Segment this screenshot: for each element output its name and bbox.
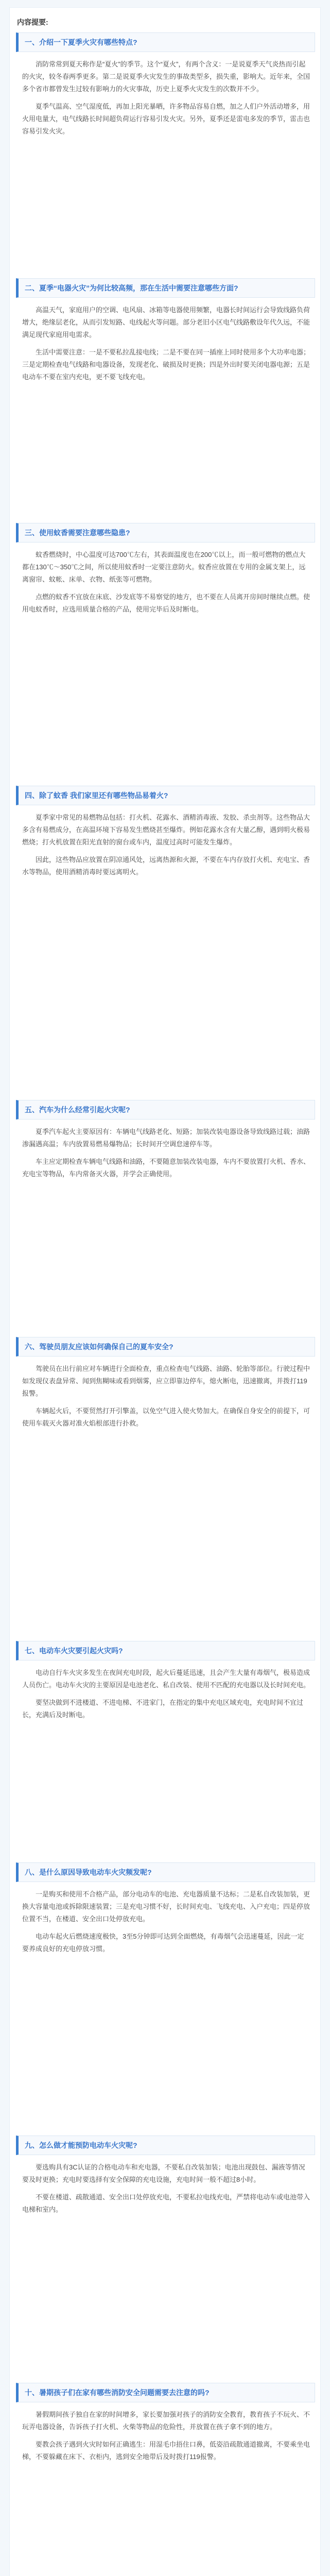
qa-section — [16, 2136, 315, 2221]
section-header — [16, 1641, 315, 1660]
section-title: 一、介绍一下夏季火灾有哪些特点? — [25, 38, 137, 46]
section-header — [16, 523, 315, 543]
section-paragraph: 点燃的蚊香不宜放在床底、沙发底等不易察觉的地方，也不要在人员离开房间时继续点燃。使用电蚊香时，应选用质量合格的产品，使用完毕后及时断电。 — [22, 593, 310, 613]
section-paragraph: 要教会孩子遇到火灾时如何正确逃生：用湿毛巾捂住口鼻，低姿沿疏散通道撤离，不要乘坐电梯，不要躲藏在床下、衣柜内，逃到安全地带后及时拨打119报警。 — [22, 2441, 310, 2461]
section-header — [16, 2136, 315, 2155]
section-paragraph: 因此，这些物品应放置在阴凉通风处，远离热源和火源，不要在车内存放打火机、充电宝、香水等物品，使用酒精消毒时要远离明火。 — [22, 856, 310, 876]
section-paragraph: 电动自行车火灾多发生在夜间充电时段，起火后蔓延迅速，且会产生大量有毒烟气，极易造成人员伤亡。电动车火灾的主要原因是电池老化、私自改装、使用不匹配的充电器以及长时间充电。 — [22, 1669, 310, 1689]
section-body — [16, 2402, 315, 2463]
section-title: 六、驾驶员朋友应该如何确保自己的夏车安全? — [25, 1342, 173, 1351]
section-title: 五、汽车为什么经常引起火灾呢? — [25, 1105, 130, 1114]
section-paragraph: 生活中需要注意：一是不要私拉乱接电线；二是不要在同一插座上同时使用多个大功率电器；三是定期检查电气线路和电器设备，发现老化、破损及时更换；四是外出时要关闭电器电源；五是电动车不要在室内充电，更不要飞线充电。 — [22, 348, 310, 381]
section-body — [16, 1120, 315, 1180]
section-paragraph: 夏季家中常见的易燃物品包括：打火机、花露水、酒精消毒液、发胶、杀虫剂等。这些物品大多含有易燃成分，在高温环境下容易发生燃烧甚至爆炸。例如花露水含有大量乙醇，遇到明火极易燃烧；打火机放置在阳光直射的窗台或车内，温度过高时可能发生爆炸。 — [22, 814, 310, 846]
section-paragraph: 不要在楼道、疏散通道、安全出口处停放充电，不要私拉电线充电，严禁将电动车或电池带入电梯和室内。 — [22, 2193, 310, 2213]
section-body — [16, 298, 315, 383]
section-paragraph: 一是购买和使用不合格产品，部分电动车的电池、充电器质量不达标；二是私自改装加装，更换大容量电池或拆除限速装置；三是充电习惯不好，长时间充电、飞线充电、入户充电；四是停放位置不当，在楼道、安全出口处停放充电。 — [22, 1890, 310, 1923]
section-body — [16, 2155, 315, 2216]
section-header — [16, 278, 315, 298]
qa-section — [16, 32, 315, 143]
section-title: 八、是什么原因导致电动车火灾频发呢? — [25, 1868, 152, 1876]
qa-section — [16, 278, 315, 388]
section-paragraph: 夏季汽车起火主要原因有：车辆电气线路老化、短路；加装改装电器设备导致线路过载；油路渗漏遇高温；车内放置易燃易爆物品；长时间开空调怠速停车等。 — [22, 1128, 310, 1148]
section-header — [16, 786, 315, 805]
section-title: 九、怎么做才能预防电动车火灾呢? — [25, 2141, 137, 2149]
section-body — [16, 1660, 315, 1721]
section-paragraph: 消防常常到夏天称作是“夏火”的季节。这个“夏火”，有两个含义：一是说夏季天气炎热而引起的火灾，较冬春两季更多。第二是说夏季火灾发生的事故类型多，损失重，影响大。近年来，全国多个省市都曾发生过较有影响力的火灾事故，历史上夏季火灾发生的次数并不少。 — [22, 60, 310, 93]
section-body — [16, 52, 315, 138]
section-paragraph: 要坚决做到不进楼道、不进电梯、不进家门，在指定的集中充电区域充电，充电时间不宜过长，充满后及时断电。 — [22, 1699, 304, 1719]
section-header — [16, 2383, 315, 2402]
section-paragraph: 车辆起火后，不要贸然打开引擎盖，以免空气进入使火势加大。在确保自身安全的前提下，可使用车载灭火器对准火焰根部进行扑救。 — [22, 1407, 310, 1427]
section-paragraph: 车主应定期检查车辆电气线路和油路，不要随意加装改装电器，车内不要放置打火机、香水、充电宝等物品，车内常备灭火器，并学会正确使用。 — [22, 1158, 310, 1178]
section-body — [16, 1882, 315, 1955]
section-paragraph: 蚊香燃烧时，中心温度可达700℃左右，其表面温度也在200℃以上，而一般可燃物的燃点大都在130℃～350℃之间，所以使用蚊香时一定要注意防火。蚊香应放置在专用的金属支架上，远离窗帘、蚊帐、床单、衣物、纸张等可燃物。 — [22, 551, 306, 583]
article-page — [9, 7, 321, 2576]
section-paragraph: 暑假期间孩子独自在家的时间增多，家长要加强对孩子的消防安全教育，教育孩子不玩火、不玩弄电器设备，告诉孩子打火机、火柴等物品的危险性，并放置在孩子拿不到的地方。 — [22, 2411, 310, 2431]
qa-section — [16, 786, 315, 884]
qa-section — [16, 1862, 315, 1960]
section-header — [16, 1337, 315, 1357]
section-paragraph: 电动车起火后燃烧速度极快，3至5分钟即可达到全面燃烧，有毒烟气会迅速蔓延，因此一定要养成良好的充电停放习惯。 — [22, 1933, 304, 1953]
content-hint-label: 内容提要: — [17, 18, 48, 26]
section-title: 七、电动车火灾要引起火灾吗? — [25, 1646, 123, 1655]
section-paragraph: 夏季气温高、空气湿度低，再加上阳光暴晒，许多物品容易自燃，加之人们户外活动增多，用火用电量大，电气线路长时间超负荷运行容易引发火灾。另外，夏季还是雷电多发的季节，雷击也容易引发火灾。 — [22, 103, 310, 135]
section-paragraph: 要选购具有3C认证的合格电动车和充电器，不要私自改装加装；电池出现鼓包、漏液等情况要及时更换；充电时要选择有安全保障的充电设施，充电时间一般不超过8小时。 — [22, 2163, 305, 2183]
section-title: 十、暑期孩子们在家有哪些消防安全问题需要去注意的吗? — [25, 2388, 210, 2397]
section-title: 三、使用蚊香需要注意哪些隐患? — [25, 528, 130, 537]
qa-section — [16, 523, 315, 621]
section-paragraph: 驾驶员在出行前应对车辆进行全面检查，重点检查电气线路、油路、轮胎等部位。行驶过程中如发现仪表盘异常、闻到焦糊味或看到烟雾，应立即靠边停车，熄火断电，迅速撤离，并拨打119报警。 — [22, 1365, 310, 1397]
qa-section — [16, 2383, 315, 2468]
section-header — [16, 1100, 315, 1120]
section-title: 四、除了蚊香 我们家里还有哪些物品易着火? — [25, 791, 168, 800]
qa-section — [16, 1100, 315, 1185]
qa-section — [16, 1337, 315, 1435]
section-header — [16, 1862, 315, 1882]
section-body — [16, 805, 315, 878]
qa-section — [16, 1641, 315, 1726]
section-paragraph: 高温天气，家庭用户的空调、电风扇、冰箱等电器使用频繁，电器长时间运行会导致线路负荷增大，绝缘层老化，从而引发短路、电线起火等问题。部分老旧小区电气线路敷设年代久远，不能满足现代家庭用电需求。 — [22, 306, 310, 338]
section-body — [16, 543, 315, 616]
section-header — [16, 32, 315, 52]
section-body — [16, 1357, 315, 1430]
section-title: 二、夏季“电器火灾”为何比较高频，那在生活中需要注意哪些方面? — [25, 283, 238, 292]
